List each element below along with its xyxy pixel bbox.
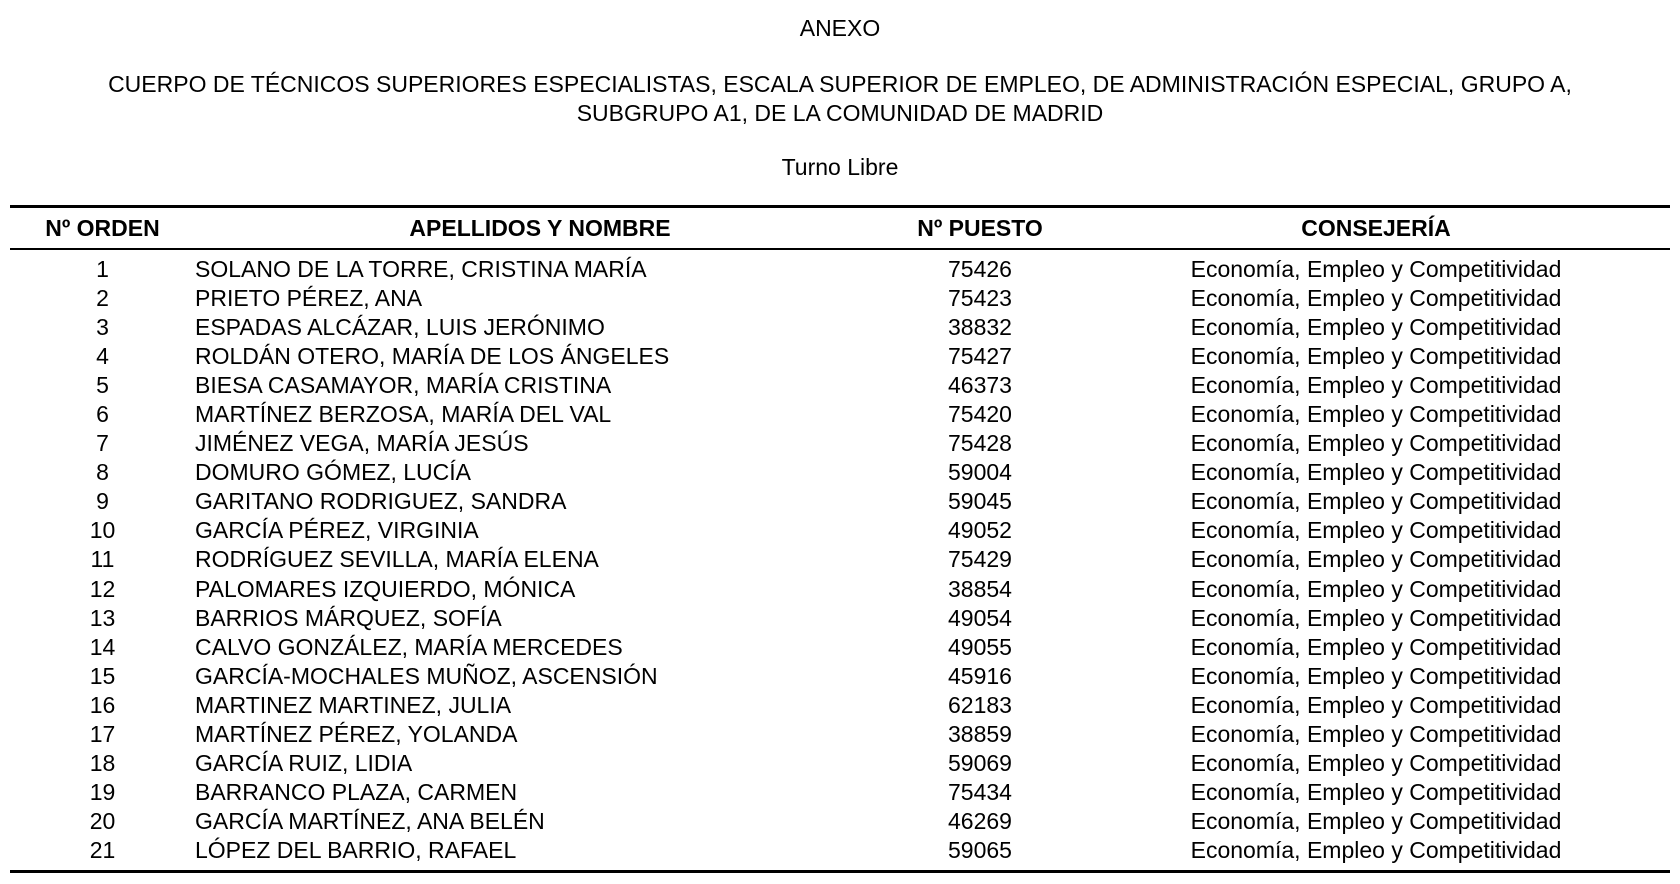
cell-nombre: PALOMARES IZQUIERDO, MÓNICA (195, 575, 576, 602)
cell-orden: 20 (89, 807, 116, 834)
cell-nombre: CALVO GONZÁLEZ, MARÍA MERCEDES (195, 633, 623, 660)
cell-puesto: 75428 (948, 430, 1012, 457)
cell-nombre: GARCÍA PÉREZ, VIRGINIA (195, 517, 479, 544)
cell-orden: 19 (89, 778, 116, 805)
cell-puesto: 59065 (948, 836, 1012, 863)
cell-nombre: MARTINEZ MARTINEZ, JULIA (195, 691, 512, 718)
table-row (0, 691, 1680, 720)
table-row (0, 429, 1680, 458)
column-header-puesto: Nº PUESTO (917, 215, 1043, 241)
table-row (0, 749, 1680, 778)
cell-nombre: SOLANO DE LA TORRE, CRISTINA MARÍA (195, 256, 647, 282)
table-row (0, 807, 1680, 836)
document-heading-line-1: CUERPO DE TÉCNICOS SUPERIORES ESPECIALISTAS, ESCALA SUPERIOR DE EMPLEO, DE ADMINISTRACIÓN ESPECIAL, GRUPO A, (108, 71, 1572, 97)
cell-puesto: 45916 (948, 662, 1012, 689)
cell-puesto: 46269 (948, 807, 1012, 834)
table-row (0, 400, 1680, 429)
column-header-nombre: APELLIDOS Y NOMBRE (409, 215, 671, 241)
cell-orden: 10 (89, 517, 116, 544)
cell-orden: 2 (96, 285, 109, 312)
cell-puesto: 49055 (948, 633, 1012, 660)
cell-orden: 17 (89, 720, 116, 747)
cell-orden: 1 (96, 256, 109, 282)
table-row (0, 633, 1680, 662)
cell-nombre: GARCÍA-MOCHALES MUÑOZ, ASCENSIÓN (195, 662, 658, 689)
table-row (0, 604, 1680, 633)
table-top-rule (10, 205, 1670, 208)
cell-nombre: PRIETO PÉREZ, ANA (195, 285, 423, 312)
cell-nombre: RODRÍGUEZ SEVILLA, MARÍA ELENA (195, 546, 599, 573)
table-row (0, 545, 1680, 574)
table-row (0, 575, 1680, 604)
cell-consejeria: Economía, Empleo y Competitividad (1190, 749, 1562, 776)
cell-nombre: BIESA CASAMAYOR, MARÍA CRISTINA (195, 372, 612, 399)
cell-consejeria: Economía, Empleo y Competitividad (1190, 691, 1562, 718)
cell-nombre: ROLDÁN OTERO, MARÍA DE LOS ÁNGELES (195, 343, 670, 370)
cell-nombre: ESPADAS ALCÁZAR, LUIS JERÓNIMO (195, 314, 605, 341)
cell-consejeria: Economía, Empleo y Competitividad (1190, 836, 1562, 863)
cell-puesto: 59045 (948, 488, 1012, 515)
cell-puesto: 46373 (948, 372, 1012, 399)
cell-consejeria: Economía, Empleo y Competitividad (1190, 546, 1562, 573)
cell-consejeria: Economía, Empleo y Competitividad (1190, 778, 1562, 805)
cell-orden: 9 (96, 488, 109, 515)
table-bottom-rule (10, 870, 1670, 873)
cell-consejeria: Economía, Empleo y Competitividad (1190, 575, 1562, 602)
annex-title: ANEXO (799, 15, 881, 41)
cell-consejeria: Economía, Empleo y Competitividad (1190, 488, 1562, 515)
cell-orden: 8 (96, 459, 109, 486)
cell-nombre: GARCÍA MARTÍNEZ, ANA BELÉN (195, 807, 545, 834)
column-header-consejeria: CONSEJERÍA (1301, 215, 1451, 241)
table-header-rule (10, 248, 1670, 250)
cell-nombre: BARRANCO PLAZA, CARMEN (195, 778, 518, 805)
cell-consejeria: Economía, Empleo y Competitividad (1190, 256, 1562, 282)
cell-consejeria: Economía, Empleo y Competitividad (1190, 720, 1562, 747)
table-row (0, 516, 1680, 545)
cell-nombre: LÓPEZ DEL BARRIO, RAFAEL (195, 836, 517, 863)
cell-orden: 3 (96, 314, 109, 341)
cell-consejeria: Economía, Empleo y Competitividad (1190, 517, 1562, 544)
table-row (0, 284, 1680, 313)
table-row (0, 720, 1680, 749)
table-row (0, 342, 1680, 371)
cell-orden: 6 (96, 401, 109, 428)
cell-consejeria: Economía, Empleo y Competitividad (1190, 430, 1562, 457)
cell-puesto: 75427 (948, 343, 1012, 370)
cell-orden: 7 (96, 430, 109, 457)
cell-puesto: 75429 (948, 546, 1012, 573)
cell-consejeria: Economía, Empleo y Competitividad (1190, 459, 1562, 486)
cell-puesto: 75423 (948, 285, 1012, 312)
table-body (0, 255, 1680, 865)
cell-nombre: GARCÍA RUIZ, LIDIA (195, 749, 413, 776)
cell-puesto: 62183 (948, 691, 1012, 718)
table-row (0, 371, 1680, 400)
table-row (0, 836, 1680, 865)
cell-consejeria: Economía, Empleo y Competitividad (1190, 807, 1562, 834)
cell-puesto: 38854 (948, 575, 1012, 602)
cell-consejeria: Economía, Empleo y Competitividad (1190, 285, 1562, 312)
cell-orden: 15 (89, 662, 116, 689)
cell-orden: 5 (96, 372, 109, 399)
cell-puesto: 59004 (948, 459, 1012, 486)
cell-puesto: 49054 (948, 604, 1012, 631)
column-header-orden: Nº ORDEN (45, 215, 160, 241)
cell-consejeria: Economía, Empleo y Competitividad (1190, 343, 1562, 370)
cell-puesto: 38859 (948, 720, 1012, 747)
document-heading-line-2: SUBGRUPO A1, DE LA COMUNIDAD DE MADRID (576, 100, 1104, 126)
table-row (0, 487, 1680, 516)
cell-consejeria: Economía, Empleo y Competitividad (1190, 314, 1562, 341)
cell-nombre: JIMÉNEZ VEGA, MARÍA JESÚS (195, 430, 529, 457)
cell-orden: 14 (89, 633, 116, 660)
cell-puesto: 49052 (948, 517, 1012, 544)
cell-orden: 12 (89, 575, 116, 602)
table-row (0, 778, 1680, 807)
cell-orden: 11 (90, 546, 115, 573)
cell-puesto: 75426 (948, 256, 1012, 282)
table-row (0, 662, 1680, 691)
table-row (0, 458, 1680, 487)
cell-consejeria: Economía, Empleo y Competitividad (1190, 604, 1562, 631)
cell-puesto: 38832 (948, 314, 1012, 341)
cell-nombre: MARTÍNEZ PÉREZ, YOLANDA (195, 720, 518, 747)
cell-nombre: MARTÍNEZ BERZOSA, MARÍA DEL VAL (195, 401, 612, 428)
cell-orden: 21 (89, 836, 116, 863)
cell-orden: 18 (89, 749, 116, 776)
cell-nombre: GARITANO RODRIGUEZ, SANDRA (195, 488, 567, 515)
cell-nombre: BARRIOS MÁRQUEZ, SOFÍA (195, 604, 502, 631)
table-row (0, 255, 1680, 284)
cell-consejeria: Economía, Empleo y Competitividad (1190, 372, 1562, 399)
cell-puesto: 59069 (948, 749, 1012, 776)
cell-orden: 4 (96, 343, 109, 370)
shift-label: Turno Libre (781, 154, 899, 180)
table-row (0, 313, 1680, 342)
cell-puesto: 75420 (948, 401, 1012, 428)
cell-orden: 16 (89, 691, 116, 718)
cell-orden: 13 (89, 604, 116, 631)
cell-puesto: 75434 (948, 778, 1012, 805)
cell-consejeria: Economía, Empleo y Competitividad (1190, 662, 1562, 689)
cell-nombre: DOMURO GÓMEZ, LUCÍA (195, 459, 472, 486)
cell-consejeria: Economía, Empleo y Competitividad (1190, 401, 1562, 428)
cell-consejeria: Economía, Empleo y Competitividad (1190, 633, 1562, 660)
